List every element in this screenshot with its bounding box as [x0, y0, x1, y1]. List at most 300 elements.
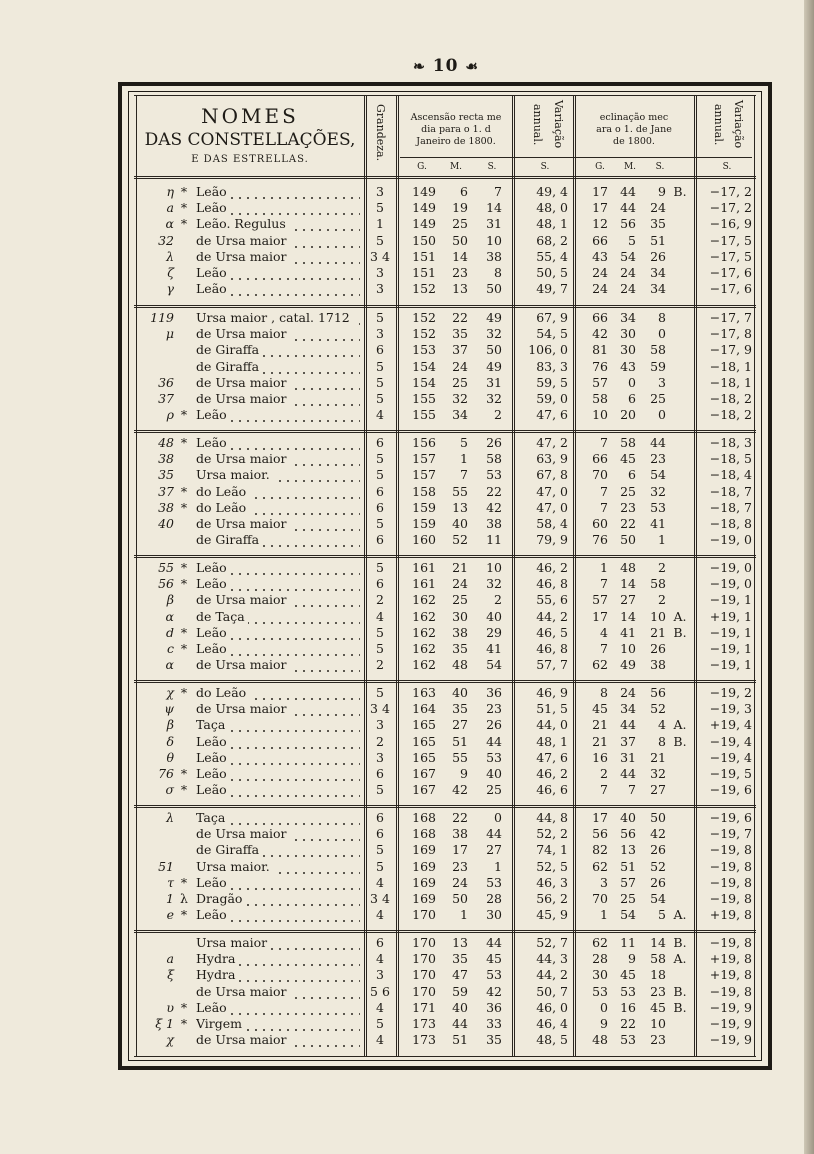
row-variation: 44, 0: [536, 717, 568, 733]
row-declination-seconds: 23: [650, 983, 666, 999]
row-magnitude: 5: [376, 782, 384, 798]
row-ascension-minutes: 25: [452, 216, 468, 232]
row-ascension-seconds: 11: [486, 532, 502, 548]
row-variation2: −19, 8: [709, 891, 752, 906]
row-declination-minutes: 25: [620, 891, 636, 906]
row-ascension-degrees: 165: [412, 749, 436, 765]
row-variation: 46, 0: [536, 999, 568, 1015]
row-ascension-seconds: 41: [486, 641, 502, 656]
row-ascension-degrees: 151: [412, 265, 436, 280]
row-variation: 46, 2: [536, 766, 568, 781]
row-declination-minutes: 13: [620, 842, 636, 858]
row-ascension-seconds: 53: [486, 467, 502, 483]
row-declination-degrees: 7: [600, 435, 608, 450]
row-name: Leão: [196, 576, 360, 592]
row-ascension-degrees: 152: [412, 281, 436, 297]
column-header-variacao1: Variação: [552, 100, 565, 149]
row-variation2: −17, 8: [709, 326, 752, 342]
row-ascension-degrees: 149: [412, 216, 436, 232]
row-mark: *: [180, 435, 188, 450]
row-declination-minutes: 24: [620, 265, 636, 280]
row-ascension-minutes: 1: [460, 907, 468, 923]
row-ascension-minutes: 25: [452, 374, 468, 390]
row-magnitude: 5: [376, 858, 384, 874]
row-variation: 45, 9: [536, 907, 568, 923]
row-declination-seconds: 10: [650, 1016, 666, 1031]
row-symbol: c: [166, 641, 174, 656]
row-declination-degrees: 76: [592, 532, 608, 548]
row-declination-minutes: 14: [620, 608, 636, 624]
row-ascension-minutes: 35: [452, 326, 468, 342]
row-variation: 47, 0: [536, 483, 568, 499]
row-ascension-degrees: 164: [412, 701, 436, 717]
row-declination-minutes: 56: [620, 826, 636, 842]
row-variation2: −17, 6: [709, 265, 752, 280]
row-ascension-degrees: 162: [412, 608, 436, 624]
row-declination-degrees: 76: [592, 358, 608, 374]
row-variation2: −17, 7: [709, 310, 752, 325]
row-variation: 52, 5: [536, 858, 568, 874]
row-declination-direction: A.: [673, 717, 687, 733]
subheader-var1-s: S.: [540, 162, 550, 172]
row-variation2: −19, 8: [709, 983, 752, 999]
header-title-line2: DAS CONSTELLAÇÕES,: [144, 130, 356, 150]
row-variation2: −18, 5: [709, 451, 752, 467]
row-variation2: −19, 7: [709, 826, 752, 842]
row-ascension-minutes: 1: [460, 451, 468, 467]
row-ascension-seconds: 42: [486, 983, 502, 999]
row-ascension-seconds: 8: [494, 265, 502, 280]
row-name: Leão: [196, 265, 360, 281]
row-magnitude: 3: [376, 184, 384, 199]
row-ascension-seconds: 58: [486, 451, 502, 467]
row-variation: 46, 6: [536, 782, 568, 798]
row-magnitude: 2: [376, 657, 384, 673]
row-magnitude: 5: [376, 516, 384, 531]
row-declination-seconds: 14: [650, 935, 666, 950]
row-magnitude: 5: [376, 310, 384, 325]
row-ascension-minutes: 14: [452, 248, 468, 264]
row-declination-minutes: 58: [620, 435, 636, 450]
row-declination-degrees: 66: [592, 451, 608, 467]
row-symbol: α: [165, 216, 174, 232]
row-symbol: 38: [158, 451, 174, 467]
row-declination-degrees: 53: [592, 983, 608, 999]
row-ascension-seconds: 36: [486, 685, 502, 700]
page-number: [396, 56, 496, 76]
row-ascension-seconds: 23: [486, 701, 502, 717]
row-magnitude: 6: [376, 810, 384, 825]
row-name: de Giraffa: [196, 842, 360, 858]
row-variation: 67, 8: [536, 467, 568, 483]
row-declination-minutes: 44: [620, 200, 636, 216]
row-declination-degrees: 7: [600, 483, 608, 499]
row-declination-minutes: 44: [620, 184, 636, 199]
row-variation: 44, 3: [536, 951, 568, 967]
row-declination-minutes: 37: [620, 733, 636, 749]
row-variation: 46, 5: [536, 624, 568, 640]
row-declination-seconds: 25: [650, 391, 666, 406]
row-ascension-seconds: 31: [486, 216, 502, 232]
row-symbol: 40: [158, 516, 174, 531]
row-declination-seconds: 52: [650, 858, 666, 874]
row-variation2: −18, 7: [709, 483, 752, 499]
row-ascension-seconds: 49: [486, 310, 502, 325]
row-declination-minutes: 23: [620, 499, 636, 515]
row-symbol: 35: [158, 467, 174, 483]
row-ascension-seconds: 53: [486, 967, 502, 983]
row-ascension-minutes: 35: [452, 951, 468, 967]
row-variation: 47, 2: [536, 435, 568, 450]
row-declination-minutes: 48: [620, 560, 636, 575]
row-declination-direction: B.: [673, 184, 687, 199]
row-declination-degrees: 3: [600, 874, 608, 890]
row-declination-seconds: 41: [650, 516, 666, 531]
row-variation2: −19, 8: [709, 935, 752, 950]
row-name: de Ursa maior: [196, 657, 360, 673]
row-declination-seconds: 54: [650, 891, 666, 906]
row-variation2: −16, 9: [709, 216, 752, 232]
row-name: Leão: [196, 435, 360, 451]
row-ascension-minutes: 48: [452, 657, 468, 673]
column-header-grandeza: Grandeza.: [374, 104, 387, 162]
row-declination-minutes: 53: [620, 1032, 636, 1048]
row-ascension-seconds: 2: [494, 592, 502, 608]
row-ascension-degrees: 168: [412, 810, 436, 825]
row-ascension-minutes: 22: [452, 810, 468, 825]
row-variation: 58, 4: [536, 516, 568, 531]
row-ascension-seconds: 53: [486, 749, 502, 765]
header-title-line3: E DAS ESTRELLAS.: [191, 154, 309, 165]
row-declination-minutes: 22: [620, 1016, 636, 1031]
row-ascension-minutes: 51: [452, 733, 468, 749]
row-declination-minutes: 6: [628, 391, 636, 406]
row-mark: *: [180, 216, 188, 232]
row-magnitude: 6: [376, 532, 384, 548]
row-ascension-degrees: 169: [412, 874, 436, 890]
row-symbol: 51: [158, 858, 174, 874]
row-ascension-minutes: 23: [452, 858, 468, 874]
column-header-variacao2: Variação: [732, 100, 745, 149]
row-ascension-seconds: 26: [486, 717, 502, 733]
row-declination-degrees: 30: [592, 967, 608, 983]
row-ascension-degrees: 162: [412, 592, 436, 608]
row-name: Ursa maior , catal. 1712: [196, 310, 360, 326]
row-declination-degrees: 66: [592, 310, 608, 325]
column-header-ascensao-line1: Ascensão recta me: [410, 112, 502, 123]
row-variation2: −18, 7: [709, 499, 752, 515]
row-variation2: −18, 8: [709, 516, 752, 531]
row-name: Virgem: [196, 1016, 360, 1032]
row-ascension-minutes: 23: [452, 265, 468, 280]
row-mark: *: [180, 576, 188, 592]
row-declination-seconds: 4: [658, 717, 666, 733]
row-ascension-degrees: 165: [412, 717, 436, 733]
row-magnitude: 1: [376, 216, 384, 232]
row-declination-seconds: 32: [650, 766, 666, 781]
row-ascension-seconds: 33: [486, 1016, 502, 1031]
row-declination-direction: B.: [673, 733, 687, 749]
row-magnitude: 3 4: [370, 891, 390, 906]
row-declination-degrees: 7: [600, 782, 608, 798]
row-variation2: −19, 6: [709, 810, 752, 825]
row-declination-degrees: 9: [600, 1016, 608, 1031]
row-mark: *: [180, 483, 188, 499]
row-name: Leão: [196, 734, 360, 750]
row-ascension-seconds: 10: [486, 560, 502, 575]
row-name: de Ursa maior: [196, 826, 360, 842]
row-variation: 52, 2: [536, 826, 568, 842]
row-ascension-seconds: 27: [486, 842, 502, 858]
row-symbol: a: [166, 951, 174, 967]
row-variation2: −19, 2: [709, 685, 752, 700]
row-variation: 51, 5: [536, 701, 568, 717]
rule-ascensao: [396, 95, 399, 1056]
row-ascension-seconds: 40: [486, 608, 502, 624]
row-ascension-minutes: 47: [452, 967, 468, 983]
row-ascension-minutes: 24: [452, 576, 468, 592]
row-ascension-minutes: 19: [452, 200, 468, 216]
row-declination-minutes: 14: [620, 576, 636, 592]
rule-header-bottom: [134, 176, 756, 179]
row-declination-seconds: 27: [650, 782, 666, 798]
row-ascension-degrees: 158: [412, 483, 436, 499]
row-variation2: −19, 0: [709, 560, 752, 575]
row-declination-minutes: 57: [620, 874, 636, 890]
row-declination-degrees: 8: [600, 685, 608, 700]
row-declination-seconds: 26: [650, 842, 666, 858]
row-declination-degrees: 28: [592, 951, 608, 967]
rule-group-3: [134, 555, 756, 558]
row-ascension-degrees: 150: [412, 232, 436, 248]
rule-group-5: [134, 805, 756, 808]
row-symbol: ξ: [167, 967, 174, 983]
row-declination-seconds: 23: [650, 451, 666, 467]
row-mark: *: [180, 184, 188, 199]
row-ascension-degrees: 151: [412, 248, 436, 264]
row-ascension-seconds: 38: [486, 248, 502, 264]
row-declination-seconds: 21: [650, 749, 666, 765]
row-variation: 48, 5: [536, 1032, 568, 1048]
row-symbol: σ: [165, 782, 174, 798]
row-magnitude: 5: [376, 451, 384, 467]
row-mark: *: [180, 1016, 188, 1031]
row-variation2: −17, 2: [709, 184, 752, 199]
row-magnitude: 3: [376, 265, 384, 280]
row-ascension-degrees: 160: [412, 532, 436, 548]
row-variation2: −18, 1: [709, 358, 752, 374]
row-declination-seconds: 50: [650, 810, 666, 825]
row-declination-minutes: 40: [620, 810, 636, 825]
row-ascension-seconds: 22: [486, 483, 502, 499]
row-magnitude: 5 6: [370, 983, 390, 999]
row-declination-seconds: 34: [650, 265, 666, 280]
row-magnitude: 5: [376, 1016, 384, 1031]
row-declination-minutes: 44: [620, 766, 636, 781]
row-ascension-minutes: 30: [452, 608, 468, 624]
row-symbol: ψ: [164, 701, 174, 717]
row-symbol: υ: [166, 999, 174, 1015]
row-ascension-seconds: 50: [486, 342, 502, 358]
row-ascension-seconds: 29: [486, 624, 502, 640]
row-declination-minutes: 24: [620, 281, 636, 297]
row-magnitude: 4: [376, 874, 384, 890]
row-name: Ursa maior: [196, 935, 360, 951]
row-ascension-degrees: 161: [412, 560, 436, 575]
row-declination-seconds: 8: [658, 310, 666, 325]
subheader-dec-s: S.: [655, 162, 665, 172]
row-declination-degrees: 60: [592, 516, 608, 531]
row-name: de Ursa maior: [196, 375, 360, 391]
row-ascension-degrees: 162: [412, 624, 436, 640]
row-ascension-seconds: 25: [486, 782, 502, 798]
column-header-declinacao-line3: de 1800.: [613, 136, 655, 147]
row-ascension-degrees: 152: [412, 326, 436, 342]
rule-variacao2: [694, 95, 697, 1056]
row-name: Leão: [196, 281, 360, 297]
row-declination-seconds: 23: [650, 1032, 666, 1048]
row-variation: 54, 5: [536, 326, 568, 342]
row-ascension-minutes: 13: [452, 935, 468, 950]
row-ascension-minutes: 13: [452, 499, 468, 515]
row-symbol: δ: [166, 733, 174, 749]
row-declination-direction: B.: [673, 983, 687, 999]
row-declination-degrees: 24: [592, 265, 608, 280]
row-declination-degrees: 1: [600, 907, 608, 923]
row-variation2: −19, 8: [709, 874, 752, 890]
row-ascension-seconds: 44: [486, 733, 502, 749]
row-ascension-seconds: 54: [486, 657, 502, 673]
row-ascension-seconds: 36: [486, 999, 502, 1015]
row-magnitude: 5: [376, 641, 384, 656]
row-declination-degrees: 66: [592, 232, 608, 248]
row-declination-seconds: 2: [658, 592, 666, 608]
row-symbol: 48: [158, 435, 174, 450]
row-name: Leão: [196, 625, 360, 641]
column-header-declinacao: [580, 112, 688, 148]
row-declination-seconds: 54: [650, 467, 666, 483]
row-ascension-degrees: 157: [412, 451, 436, 467]
row-magnitude: 6: [376, 342, 384, 358]
row-variation: 63, 9: [536, 451, 568, 467]
row-variation2: −19, 0: [709, 576, 752, 592]
rule-top: [134, 95, 756, 96]
row-variation: 59, 5: [536, 374, 568, 390]
row-ascension-degrees: 165: [412, 733, 436, 749]
row-name: de Giraffa: [196, 532, 360, 548]
row-ascension-minutes: 35: [452, 641, 468, 656]
row-variation2: −19, 8: [709, 842, 752, 858]
rule-group-6: [134, 930, 756, 933]
row-declination-seconds: 26: [650, 874, 666, 890]
row-declination-minutes: 34: [620, 701, 636, 717]
row-ascension-minutes: 35: [452, 701, 468, 717]
row-magnitude: 4: [376, 951, 384, 967]
row-magnitude: 3 4: [370, 701, 390, 717]
row-magnitude: 3 4: [370, 248, 390, 264]
row-declination-degrees: 17: [592, 810, 608, 825]
row-variation2: −19, 9: [709, 999, 752, 1015]
row-symbol: λ: [166, 810, 174, 825]
row-magnitude: 4: [376, 407, 384, 423]
row-ascension-degrees: 154: [412, 374, 436, 390]
row-magnitude: 4: [376, 608, 384, 624]
row-name: de Ursa maior: [196, 451, 360, 467]
row-declination-degrees: 62: [592, 858, 608, 874]
row-declination-minutes: 0: [628, 374, 636, 390]
row-variation2: −19, 1: [709, 657, 752, 673]
row-declination-degrees: 10: [592, 407, 608, 423]
row-ascension-minutes: 50: [452, 232, 468, 248]
column-header-ascensao: [402, 112, 510, 148]
subheader-asc-m: M.: [449, 162, 463, 172]
row-name: de Giraffa: [196, 342, 360, 358]
row-declination-minutes: 22: [620, 516, 636, 531]
row-declination-seconds: 45: [650, 999, 666, 1015]
row-declination-degrees: 70: [592, 467, 608, 483]
row-ascension-degrees: 157: [412, 467, 436, 483]
row-symbol: 38: [158, 499, 174, 515]
row-variation2: −19, 8: [709, 858, 752, 874]
row-variation2: −19, 9: [709, 1032, 752, 1048]
row-declination-degrees: 1: [600, 560, 608, 575]
row-variation: 55, 4: [536, 248, 568, 264]
row-name: Ursa maior.: [196, 859, 360, 875]
row-ascension-degrees: 149: [412, 200, 436, 216]
row-declination-seconds: 53: [650, 499, 666, 515]
ornament-right-icon: ☙: [465, 59, 479, 75]
row-name: Leão: [196, 782, 360, 798]
row-variation: 79, 9: [536, 532, 568, 548]
row-ascension-degrees: 170: [412, 951, 436, 967]
row-variation: 46, 4: [536, 1016, 568, 1031]
subheader-dec-m: M.: [623, 162, 637, 172]
row-declination-minutes: 44: [620, 717, 636, 733]
row-mark: *: [180, 907, 188, 923]
row-declination-minutes: 10: [620, 641, 636, 656]
row-declination-degrees: 62: [592, 657, 608, 673]
row-declination-degrees: 56: [592, 826, 608, 842]
row-symbol: γ: [166, 281, 174, 297]
row-ascension-seconds: 2: [494, 407, 502, 423]
row-variation2: −19, 9: [709, 1016, 752, 1031]
row-ascension-degrees: 154: [412, 358, 436, 374]
row-variation2: −17, 9: [709, 342, 752, 358]
row-ascension-minutes: 7: [460, 467, 468, 483]
row-declination-degrees: 17: [592, 608, 608, 624]
row-variation: 55, 6: [536, 592, 568, 608]
row-variation: 68, 2: [536, 232, 568, 248]
row-ascension-seconds: 44: [486, 935, 502, 950]
row-declination-seconds: 56: [650, 685, 666, 700]
row-ascension-minutes: 13: [452, 281, 468, 297]
row-declination-degrees: 7: [600, 576, 608, 592]
row-ascension-degrees: 167: [412, 766, 436, 781]
row-declination-seconds: 8: [658, 733, 666, 749]
row-declination-minutes: 34: [620, 310, 636, 325]
row-declination-degrees: 57: [592, 374, 608, 390]
rule-subheader: [400, 157, 752, 158]
row-declination-degrees: 0: [600, 999, 608, 1015]
row-magnitude: 5: [376, 842, 384, 858]
row-symbol: α: [165, 608, 174, 624]
row-ascension-degrees: 161: [412, 576, 436, 592]
row-variation2: −17, 5: [709, 232, 752, 248]
row-variation2: −19, 1: [709, 641, 752, 656]
row-ascension-minutes: 40: [452, 685, 468, 700]
row-declination-minutes: 49: [620, 657, 636, 673]
row-ascension-minutes: 25: [452, 592, 468, 608]
